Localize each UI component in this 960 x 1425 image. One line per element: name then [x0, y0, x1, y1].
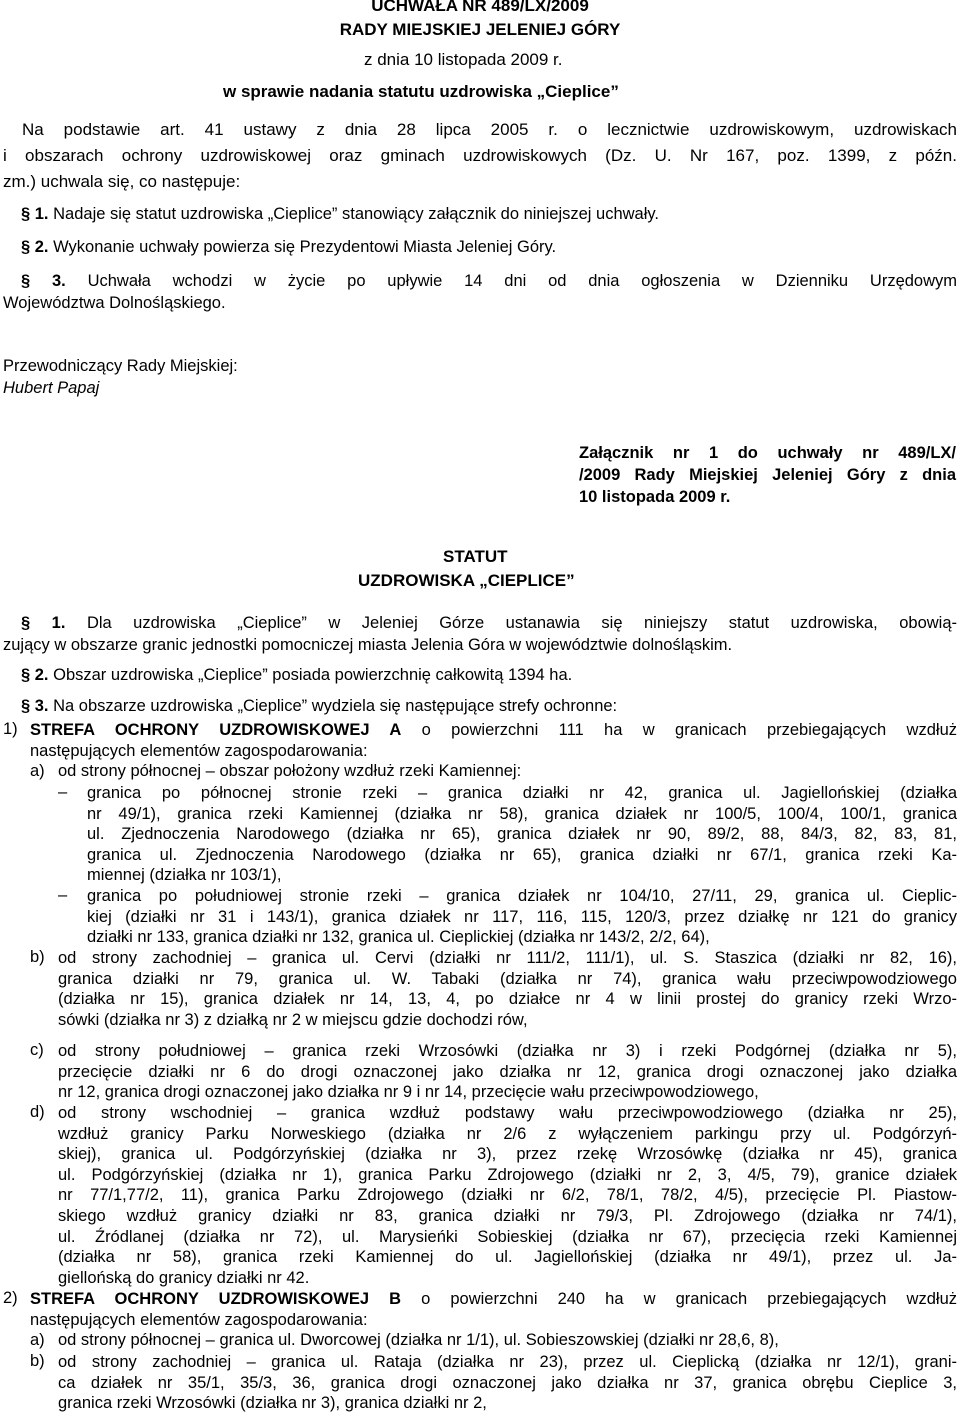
text-line: granica po północnej stronie rzeki – granica działki nr 42, granica ul. Jagiellońskiej (działka: [87, 784, 957, 802]
section-text: zujący w obszarze granic jednostki pomocniczej miasta Jelenia Góra w województwie dolnośląskim.: [3, 636, 733, 654]
section-number: § 3.: [21, 697, 49, 715]
signature-name: Hubert Papaj: [3, 379, 100, 397]
zone-a-name: STREFA OCHRONY UZDROWISKOWEJ A: [30, 721, 402, 739]
text-line: sówki (działka nr 3) z działką nr 2 w miejscu gdzie dochodzi rów,: [58, 1010, 528, 1029]
section-text: Województwa Dolnośląskiego.: [3, 294, 226, 312]
zone-b-desc: o powierzchni 240 ha w granicach przebiegających wzdłuż: [401, 1290, 957, 1308]
section-number: § 3.: [21, 272, 66, 290]
section-number: § 2.: [21, 666, 49, 684]
text-line: (działka nr 15), granica działek nr 14, 13, 4, po działce nr 4 w linii prostej do granicy rzeki Wrzo-: [58, 990, 957, 1009]
list-label: a): [30, 762, 45, 780]
text-line: przecięcie działki nr 6 do drogi oznaczonej jako działka nr 12, granica drogi oznaczonej jako działka: [58, 1062, 957, 1081]
text-line: nr 49/1), granica rzeki Kamiennej (działka nr 58), granica działek nr 100/5, 100/4, 100/1, granica: [87, 804, 957, 823]
zone-b-item-a: od strony północnej – granica ul. Dworcowej (działka nr 1/1), ul. Sobieszowskiej (działki nr 28,6, 8),: [58, 1331, 779, 1349]
list-label: a): [30, 1331, 45, 1349]
section-number: § 2.: [21, 238, 49, 256]
zone-b-desc: następujących elementów zagospodarowania:: [30, 1310, 368, 1329]
preamble-line: i obszarach ochrony uzdrowiskowej oraz gminach uzdrowiskowych (Dz. U. Nr 167, poz. 1399, z późn.: [3, 146, 957, 165]
preamble-line: zm.) uchwala się, co następuje:: [3, 172, 241, 191]
text-line: od strony zachodniej – granica ul. Cervi (działki nr 111/2, 111/1), ul. S. Staszica (działki nr 82, 16),: [58, 949, 957, 967]
text-line: (działka nr 58), granica rzeki Kamiennej do ul. Jagiellońskiej (działka nr 49/1), przez ul. Ja-: [58, 1248, 957, 1267]
text-line: ul. Podgórzyńskiej (działka nr 1), granica Parku Zdrojowego (działki nr 2, 3, 4/5, 79), granice działek: [58, 1165, 957, 1184]
zone-b: [30, 1289, 957, 1330]
zone-b-label: 2): [3, 1289, 18, 1307]
attachment-line: Załącznik nr 1 do uchwały nr 489/LX/: [579, 444, 956, 462]
attachment-line: 10 listopada 2009 r.: [579, 488, 731, 506]
statute-title: STATUT: [443, 547, 508, 566]
text-line: granica ul. Zjednoczenia Narodowego (działka nr 65), granica działki nr 67/1, granica rzeki Ka-: [87, 845, 957, 864]
section-text: Uchwała wchodzi w życie po upływie 14 dni od dnia ogłoszenia w Dzienniku Urzędowym: [87, 272, 958, 290]
resolution-title: [0, 0, 960, 42]
zone-a-dash-2: [87, 886, 957, 948]
signature-role: Przewodniczący Rady Miejskiej:: [3, 357, 238, 375]
zone-a-dash-1: [87, 783, 957, 886]
list-label: c): [30, 1041, 44, 1059]
text-line: granica rzeki Wrzosówki (działka nr 3), granica działki nr 2,: [58, 1394, 487, 1413]
resolution-date: z dnia 10 listopada 2009 r.: [364, 50, 563, 69]
text-line: giellońską do granicy działki nr 42.: [58, 1268, 310, 1287]
section-number: § 1.: [21, 205, 49, 223]
title-line-1: UCHWAŁA NR 489/LX/2009: [371, 0, 589, 15]
resolution-subject: w sprawie nadania statutu uzdrowiska „Cieplice”: [223, 82, 619, 101]
preamble: [3, 117, 957, 195]
section-text: Dla uzdrowiska „Cieplice” w Jeleniej Górze ustanawia się niniejszy statut uzdrowiska, obowią-: [86, 614, 958, 632]
title-line-2: RADY MIEJSKIEJ JELENIEJ GÓRY: [339, 20, 621, 39]
list-label: b): [30, 948, 45, 966]
zone-a-desc: o powierzchni 111 ha w granicach przebiegających wzdłuż: [401, 721, 957, 739]
text-line: ca działek nr 35/1, 35/3, 36, granica drogi oznaczonej jako działka nr 37, granica obrębu Cieplice 3,: [58, 1373, 957, 1392]
text-line: od strony wschodniej – granica wzdłuż podstawy wału przeciwpowodziowego (działka nr 25),: [58, 1104, 957, 1122]
zone-a-item-a: od strony północnej – obszar położony wzdłuż rzeki Kamiennej:: [58, 762, 522, 780]
list-label: d): [30, 1103, 45, 1121]
section-1: [21, 205, 659, 224]
section-text: Wykonanie uchwały powierza się Prezydentowi Miasta Jeleniej Góry.: [53, 238, 557, 256]
statute-subtitle: UZDROWISKA „CIEPLICE”: [358, 571, 575, 590]
text-line: działki nr 133, granica działki nr 132, granica ul. Cieplickiej (działka nr 143/2, 2/2, 64),: [87, 928, 710, 947]
text-line: skiego wzdłuż granicy działki nr 83, granica działki nr 79/3, Pl. Zdrojowego (działka nr 74/1),: [58, 1206, 957, 1225]
text-line: nr 77/1,77/2, 11), granica Parku Zdrojowego (działki nr 6/2, 78/1, 78/2, 4/5), przecięcie Pl. Piastow-: [58, 1186, 957, 1205]
zone-a-item-d: [58, 1103, 957, 1288]
list-label: b): [30, 1352, 45, 1370]
text-line: wzdłuż granicy Parku Norweskiego (działka nr 2/6 z wyłączeniem parkingu przy ul. Podgórzyń-: [58, 1124, 957, 1143]
text-line: skiej), granica ul. Podgórzyńskiej (działka nr 3), przez rzekę Wrzosówkę (działka nr 45), granica: [58, 1145, 957, 1164]
preamble-line: Na podstawie art. 41 ustawy z dnia 28 lipca 2005 r. o lecznictwie uzdrowiskowym, uzdrowiskach: [22, 120, 957, 139]
section-text: Nadaje się statut uzdrowiska „Cieplice” stanowiący załącznik do niniejszej uchwały.: [53, 205, 660, 223]
zone-b-name: STREFA OCHRONY UZDROWISKOWEJ B: [30, 1290, 402, 1308]
statute-section-2: [21, 666, 572, 685]
text-line: kiej (działki nr 31 i 143/1), granica działek nr 117, 116, 115, 120/3, przez działkę nr 121 do granicy: [87, 907, 957, 926]
text-line: ul. Źródlanej (działka nr 72), ul. Marysieńki Sobieskiej (działka nr 67), przecięcia rzeki Kamiennej: [58, 1227, 957, 1246]
section-2: [21, 238, 556, 257]
section-text: Na obszarze uzdrowiska „Cieplice” wydziela się następujące strefy ochronne:: [53, 697, 618, 715]
text-line: granica po południowej stronie rzeki – granica działek nr 104/10, 27/11, 29, granica ul. Cieplic-: [87, 887, 957, 905]
section-text: Obszar uzdrowiska „Cieplice” posiada powierzchnię całkowitą 1394 ha.: [53, 666, 573, 684]
zone-a-item-c: [58, 1041, 957, 1103]
zone-b-item-b: [58, 1352, 957, 1414]
zone-a-desc: następujących elementów zagospodarowania:: [30, 741, 368, 760]
text-line: miennej (działka nr 103/1),: [87, 866, 282, 885]
dash-marker: –: [58, 886, 68, 904]
section-3: [3, 270, 957, 314]
section-number: § 1.: [21, 614, 66, 632]
text-line: od strony południowej – granica rzeki Wrzosówki (działka nr 3) i rzeki Podgórnej (działka nr 5),: [58, 1042, 957, 1060]
text-line: od strony zachodniej – granica ul. Rataja (działka nr 23), przez ul. Cieplicką (działka nr 12/1), grani-: [58, 1353, 957, 1371]
zone-a: [30, 720, 957, 761]
dash-marker: –: [58, 783, 68, 801]
zone-a-item-b: [58, 948, 957, 1030]
text-line: granica działki nr 79, granica ul. W. Tabaki (działka nr 74), granica wału przeciwpowodziowego: [58, 969, 957, 988]
attachment-note: [579, 442, 956, 508]
statute-section-3: [21, 697, 617, 716]
zone-a-label: 1): [3, 720, 18, 738]
text-line: nr 12, granica drogi oznaczonej jako działka nr 9 i nr 14, przecięcie wału przeciwpowodziowego,: [58, 1083, 759, 1102]
text-line: ul. Zjednoczenia Narodowego (działka nr 65), granica działek nr 90, 89/2, 88, 84/3, 82, 83, 81,: [87, 825, 957, 844]
attachment-line: /2009 Rady Miejskiej Jeleniej Góry z dnia: [579, 466, 956, 484]
statute-section-1: [3, 612, 957, 656]
